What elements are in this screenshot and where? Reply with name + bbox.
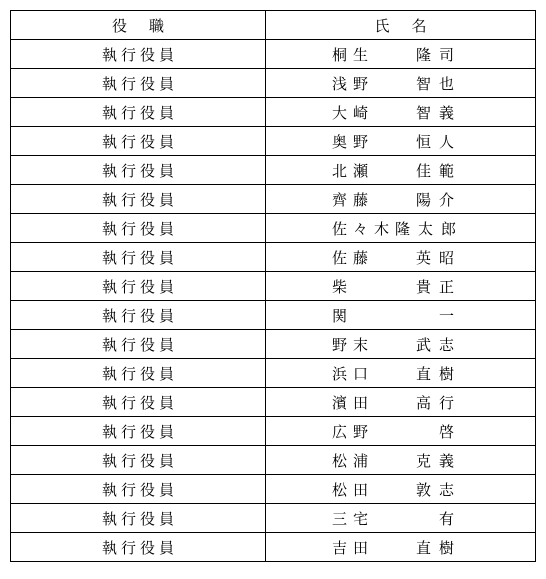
- officer-title: 執行役員: [101, 277, 178, 296]
- officer-given-name: 陽介: [415, 190, 462, 209]
- cell-name: [266, 388, 536, 417]
- officer-title: 執行役員: [101, 74, 178, 93]
- cell-name: [266, 475, 536, 504]
- cell-name: [266, 359, 536, 388]
- officer-given-name: 貴正: [415, 277, 462, 296]
- officer-title: 執行役員: [101, 451, 178, 470]
- officer-given-name: 武志: [415, 335, 462, 354]
- officer-given-name: 高行: [415, 393, 462, 412]
- cell-title: [11, 446, 266, 475]
- table-row: [11, 185, 536, 214]
- table-row: [11, 446, 536, 475]
- executive-officers-table: [10, 10, 536, 562]
- officer-title: 執行役員: [101, 509, 178, 528]
- table-row: [11, 40, 536, 69]
- cell-title: [11, 69, 266, 98]
- officer-name: [332, 334, 462, 355]
- cell-name: [266, 127, 536, 156]
- officer-family-name: 広野: [332, 422, 375, 441]
- cell-title: [11, 359, 266, 388]
- officer-family-name: 松浦: [332, 451, 375, 470]
- table-header-row: [11, 11, 536, 40]
- officer-family-name: 北瀬: [332, 161, 375, 180]
- officer-title: 執行役員: [101, 103, 178, 122]
- table-row: [11, 388, 536, 417]
- officer-given-name: 隆太郎: [395, 219, 465, 238]
- officer-given-name: 有: [438, 509, 462, 528]
- cell-name: [266, 272, 536, 301]
- officer-title: 執行役員: [101, 538, 178, 557]
- cell-name: [266, 417, 536, 446]
- officer-title: 執行役員: [101, 422, 178, 441]
- cell-title: [11, 98, 266, 127]
- cell-title: [11, 301, 266, 330]
- officer-name: [332, 247, 462, 268]
- officer-name: [332, 363, 462, 384]
- table-row: [11, 214, 536, 243]
- cell-title: [11, 504, 266, 533]
- cell-name: [266, 243, 536, 272]
- officer-given-name: 智也: [415, 74, 462, 93]
- officer-given-name: 啓: [438, 422, 462, 441]
- officer-family-name: 齊藤: [332, 190, 375, 209]
- officer-name: [332, 305, 462, 326]
- officer-name: [332, 276, 462, 297]
- officer-given-name: 直樹: [415, 538, 462, 557]
- cell-title: [11, 272, 266, 301]
- cell-title: [11, 330, 266, 359]
- cell-name: [266, 98, 536, 127]
- officer-family-name: 大崎: [332, 103, 375, 122]
- officer-name: [332, 218, 465, 239]
- officer-family-name: 野末: [332, 335, 375, 354]
- officer-title: 執行役員: [101, 132, 178, 151]
- cell-name: [266, 330, 536, 359]
- officer-title: 執行役員: [101, 393, 178, 412]
- table-row: [11, 127, 536, 156]
- cell-name: [266, 446, 536, 475]
- cell-title: [11, 156, 266, 185]
- officer-family-name: 三宅: [332, 509, 375, 528]
- table-row: [11, 272, 536, 301]
- cell-name: [266, 504, 536, 533]
- cell-title: [11, 417, 266, 446]
- table-row: [11, 504, 536, 533]
- cell-name: [266, 301, 536, 330]
- officer-given-name: 智義: [415, 103, 462, 122]
- cell-name: [266, 40, 536, 69]
- officer-family-name: 関: [332, 306, 354, 325]
- table-row: [11, 156, 536, 185]
- officer-name: [332, 44, 462, 65]
- officer-given-name: 佳範: [415, 161, 462, 180]
- officer-name: [332, 160, 462, 181]
- officer-given-name: 直樹: [415, 364, 462, 383]
- table-row: [11, 69, 536, 98]
- column-header-title-label: 役職: [111, 16, 186, 35]
- cell-name: [266, 69, 536, 98]
- officer-name: [332, 421, 462, 442]
- column-header-name: [266, 11, 536, 40]
- table-row: [11, 243, 536, 272]
- officer-name: [332, 508, 462, 529]
- officer-family-name: 佐々木: [332, 219, 396, 238]
- officer-given-name: 一: [438, 306, 462, 325]
- cell-title: [11, 214, 266, 243]
- officer-family-name: 奥野: [332, 132, 375, 151]
- column-header-title: [11, 11, 266, 40]
- officer-title: 執行役員: [101, 45, 178, 64]
- column-header-name-label: 氏名: [374, 16, 449, 35]
- cell-title: [11, 243, 266, 272]
- officer-family-name: 柴: [332, 277, 354, 296]
- officer-family-name: 佐藤: [332, 248, 375, 267]
- cell-title: [11, 40, 266, 69]
- officer-given-name: 克義: [415, 451, 462, 470]
- officer-title: 執行役員: [101, 219, 178, 238]
- officer-family-name: 浅野: [332, 74, 375, 93]
- officer-given-name: 敦志: [415, 480, 462, 499]
- officer-name: [332, 450, 462, 471]
- cell-title: [11, 127, 266, 156]
- table-row: [11, 417, 536, 446]
- officer-family-name: 吉田: [332, 538, 375, 557]
- table-row: [11, 359, 536, 388]
- table-row: [11, 301, 536, 330]
- officer-family-name: 松田: [332, 480, 375, 499]
- officer-title: 執行役員: [101, 248, 178, 267]
- cell-title: [11, 475, 266, 504]
- officer-name: [332, 479, 462, 500]
- cell-title: [11, 388, 266, 417]
- officer-name: [332, 392, 462, 413]
- officer-title: 執行役員: [101, 306, 178, 325]
- officer-name: [332, 73, 462, 94]
- table-row: [11, 475, 536, 504]
- cell-name: [266, 185, 536, 214]
- cell-name: [266, 533, 536, 562]
- cell-title: [11, 185, 266, 214]
- officer-name: [332, 537, 462, 558]
- officer-name: [332, 102, 462, 123]
- table-row: [11, 533, 536, 562]
- table-body: [11, 40, 536, 562]
- officer-given-name: 英昭: [415, 248, 462, 267]
- officer-title: 執行役員: [101, 190, 178, 209]
- officer-family-name: 濱田: [332, 393, 375, 412]
- cell-name: [266, 156, 536, 185]
- officer-name: [332, 189, 462, 210]
- officer-title: 執行役員: [101, 364, 178, 383]
- table-row: [11, 98, 536, 127]
- officer-title: 執行役員: [101, 335, 178, 354]
- officer-given-name: 隆司: [415, 45, 462, 64]
- officer-given-name: 恒人: [415, 132, 462, 151]
- officer-name: [332, 131, 462, 152]
- table-row: [11, 330, 536, 359]
- officer-family-name: 浜口: [332, 364, 375, 383]
- cell-title: [11, 533, 266, 562]
- officer-title: 執行役員: [101, 480, 178, 499]
- cell-name: [266, 214, 536, 243]
- officer-family-name: 桐生: [332, 45, 375, 64]
- officer-title: 執行役員: [101, 161, 178, 180]
